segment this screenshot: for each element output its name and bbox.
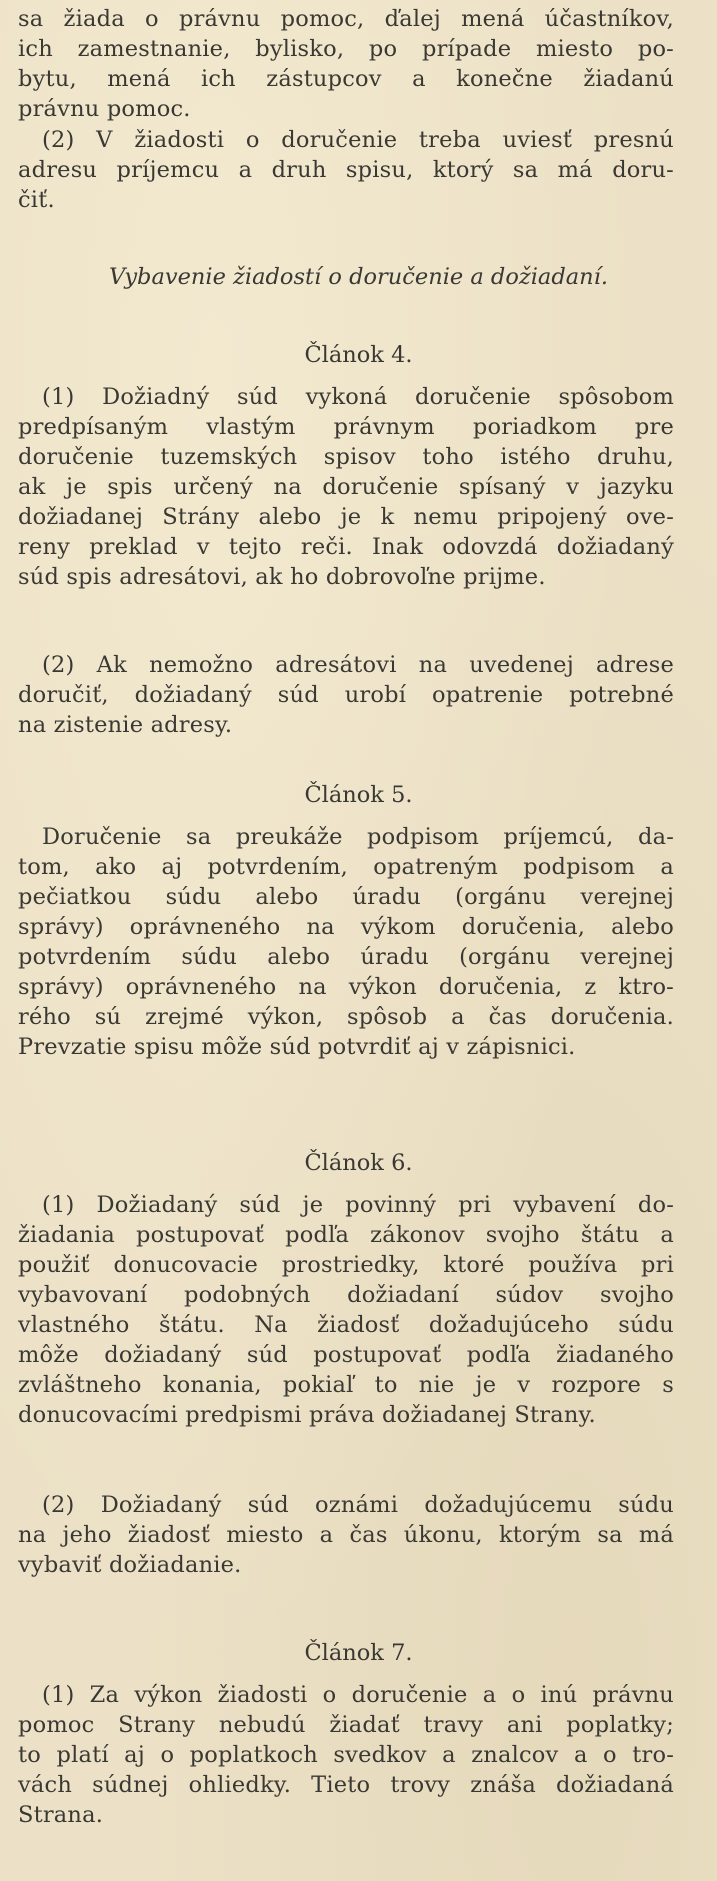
text-line: reny preklad v tejto reči. Inak odovzdá dožiadaný xyxy=(18,534,674,560)
text-line: predpísaným vlastým právnym poriadkom pre xyxy=(18,414,674,440)
text-line: vách súdnej ohliedky. Tieto trovy znáša dožiadaná xyxy=(18,1772,674,1798)
text-line: (2) Ak nemožno adresátovi na uvedenej adrese xyxy=(42,652,674,678)
text-line: Doručenie sa preukáže podpisom príjemcú, da- xyxy=(42,824,674,850)
text-line: Strana. xyxy=(18,1802,104,1828)
text-line: pomoc Strany nebudú žiadať travy ani poplatky; xyxy=(18,1712,674,1738)
text-line: žiadania postupovať podľa zákonov svojho štátu a xyxy=(18,1222,674,1248)
text-line: správy) oprávneného na výkom doručenia, alebo xyxy=(18,914,674,940)
text-line: vybavovaní podobných dožiadaní súdov svojho xyxy=(18,1282,674,1308)
text-line: pečiatkou súdu alebo úradu (orgánu verejnej xyxy=(18,884,674,910)
text-line: bytu, mená ich zástupcov a konečne žiadanú xyxy=(18,66,674,92)
text-line: adresu príjemcu a druh spisu, ktorý sa má doru- xyxy=(18,157,674,183)
text-line: doručiť, dožiadaný súd urobí opatrenie potrebné xyxy=(18,682,674,708)
text-line: (1) Za výkon žiadosti o doručenie a o inú právnu xyxy=(42,1682,674,1708)
article-heading: Článok 5. xyxy=(304,782,413,808)
text-line: na zistenie adresy. xyxy=(18,712,233,738)
text-line: sa žiada o právnu pomoc, ďalej mená účastníkov, xyxy=(18,6,674,32)
text-line: tom, ako aj potvrdením, opatreným podpisom a xyxy=(18,854,674,880)
text-line: právnu pomoc. xyxy=(18,96,191,122)
article-heading: Článok 7. xyxy=(304,1640,413,1666)
text-line: doručenie tuzemských spisov toho istého druhu, xyxy=(18,444,674,470)
text-line: (1) Dožiadaný súd je povinný pri vybavení do- xyxy=(42,1192,674,1218)
article-heading: Článok 4. xyxy=(304,342,413,368)
text-line: ich zamestnanie, bylisko, po prípade miesto po- xyxy=(18,36,674,62)
text-line: môže dožiadaný súd postupovať podľa žiadaného xyxy=(18,1342,674,1368)
text-line: potvrdením súdu alebo úradu (orgánu verejnej xyxy=(18,944,674,970)
text-line: to platí aj o poplatkoch svedkov a znalcov a o tro- xyxy=(18,1742,674,1768)
text-line: ak je spis určený na doručenie spísaný v jazyku xyxy=(18,474,674,500)
text-line: vlastného štátu. Na žiadosť dožadujúceho súdu xyxy=(18,1312,674,1338)
article-heading: Článok 6. xyxy=(304,1150,413,1176)
section-title: Vybavenie žiadostí o doručenie a dožiadaní. xyxy=(109,264,608,290)
text-line: na jeho žiadosť miesto a čas úkonu, ktorým sa má xyxy=(18,1522,674,1548)
text-line: použiť donucovacie prostriedky, ktoré používa pri xyxy=(18,1252,674,1278)
text-line: správy) oprávneného na výkon doručenia, z ktro- xyxy=(18,974,674,1000)
text-line: (2) V žiadosti o doručenie treba uviesť presnú xyxy=(42,127,674,153)
text-line: čiť. xyxy=(18,187,55,213)
text-line: dožiadanej Strány alebo je k nemu pripojený ove- xyxy=(18,504,674,530)
text-line: rého sú zrejmé výkon, spôsob a čas doručenia. xyxy=(18,1004,674,1030)
text-line: Prevzatie spisu môže súd potvrdiť aj v zápisnici. xyxy=(18,1034,576,1060)
text-line: vybaviť dožiadanie. xyxy=(18,1552,242,1578)
text-line: (2) Dožiadaný súd oznámi dožadujúcemu súdu xyxy=(42,1492,674,1518)
text-line: donucovacími predpismi práva dožiadanej Strany. xyxy=(18,1402,596,1428)
text-line: zvláštneho konania, pokiaľ to nie je v rozpore s xyxy=(18,1372,674,1398)
text-line: (1) Dožiadný súd vykoná doručenie spôsobom xyxy=(42,384,674,410)
text-line: súd spis adresátovi, ak ho dobrovoľne prijme. xyxy=(18,564,546,590)
